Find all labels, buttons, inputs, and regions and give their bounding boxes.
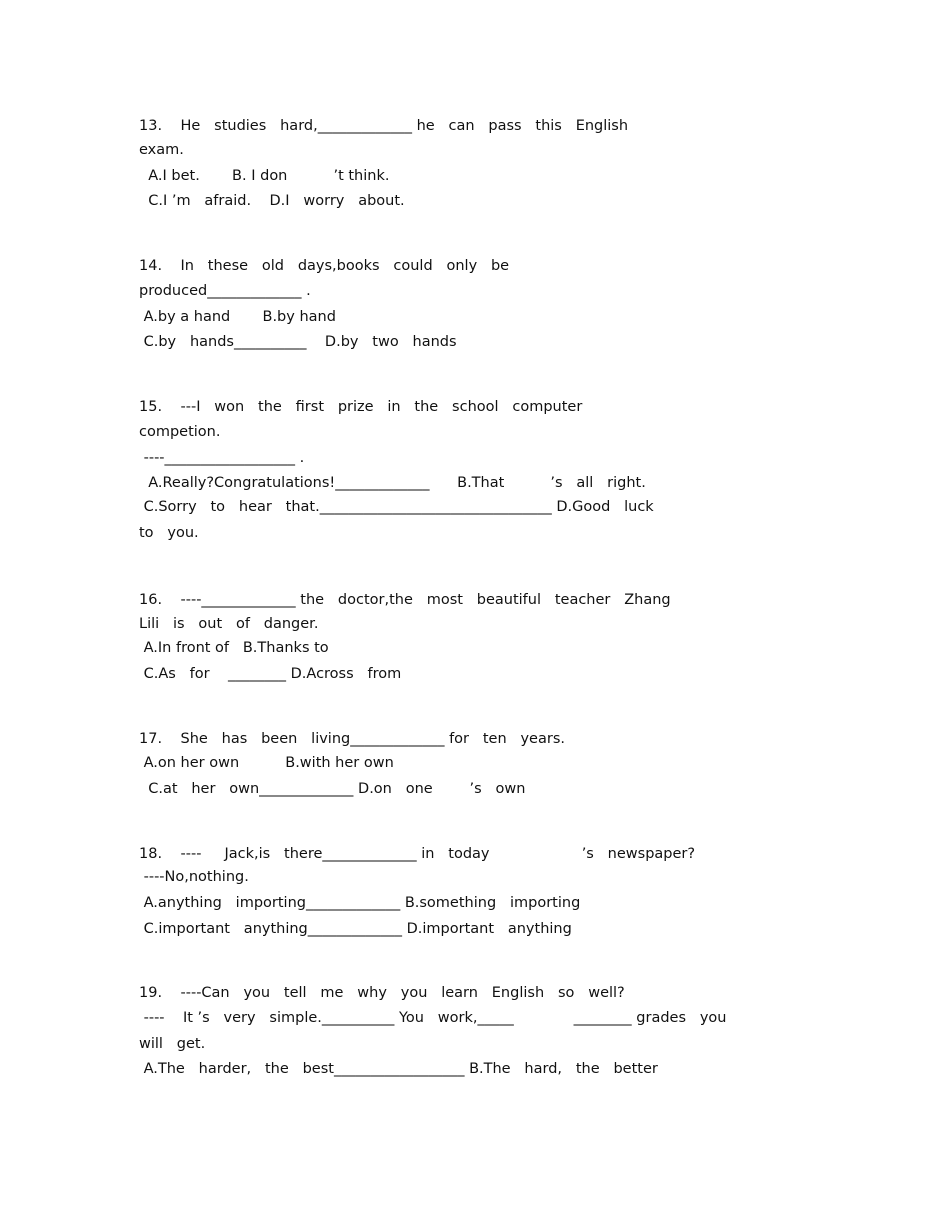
question-17-options-ab: A.on her own B.with her own: [139, 755, 394, 771]
question-13-stem-cont: exam.: [139, 142, 184, 158]
question-19-response-cont: will get.: [139, 1036, 206, 1052]
question-18-stem: 18. ---- Jack,is there_____________ in today ’s newspaper?: [139, 846, 696, 862]
question-14-options-ab: A.by a hand B.by hand: [139, 309, 336, 325]
question-17-stem: 17. She has been living_____________ for ten years.: [139, 731, 565, 747]
question-15-response: ----__________________ .: [139, 450, 305, 466]
question-13-stem: 13. He studies hard,_____________ he can pass this English: [139, 118, 629, 134]
question-16-stem: 16. ----_____________ the doctor,the most beautiful teacher Zhang: [139, 592, 671, 608]
question-15-options-cd: C.Sorry to hear that.________________________________ D.Good luck: [139, 499, 654, 515]
question-17-options-cd: C.at her own_____________ D.on one ’s own: [139, 781, 526, 797]
question-16-options-ab: A.In front of B.Thanks to: [139, 640, 329, 656]
question-19-options-ab: A.The harder, the best__________________ B.The hard, the better: [139, 1061, 658, 1077]
question-18-options-ab: A.anything importing_____________ B.something importing: [139, 895, 581, 911]
question-16-stem-cont: Lili is out of danger.: [139, 616, 319, 632]
question-18-response: ----No,nothing.: [139, 869, 249, 885]
question-15-options-cont: to you.: [139, 525, 199, 541]
question-19-stem: 19. ----Can you tell me why you learn English so well?: [139, 985, 625, 1001]
question-14-stem-cont: produced_____________ .: [139, 283, 311, 299]
question-14-stem: 14. In these old days,books could only be: [139, 258, 510, 274]
question-14-options-cd: C.by hands__________ D.by two hands: [139, 334, 457, 350]
question-18-options-cd: C.important anything_____________ D.important anything: [139, 921, 572, 937]
question-13-options-ab: A.I bet. B. I don ’t think.: [139, 168, 390, 184]
question-15-options-ab: A.Really?Congratulations!_____________ B.That ’s all right.: [139, 475, 646, 491]
question-15-stem-cont: competion.: [139, 424, 221, 440]
question-13-options-cd: C.I ’m afraid. D.I worry about.: [139, 193, 405, 209]
question-16-options-cd: C.As for ________ D.Across from: [139, 666, 402, 682]
question-15-stem: 15. ---I won the first prize in the school computer: [139, 399, 583, 415]
question-19-response: ---- It ’s very simple.__________ You work,_____ ________ grades you: [139, 1010, 727, 1026]
